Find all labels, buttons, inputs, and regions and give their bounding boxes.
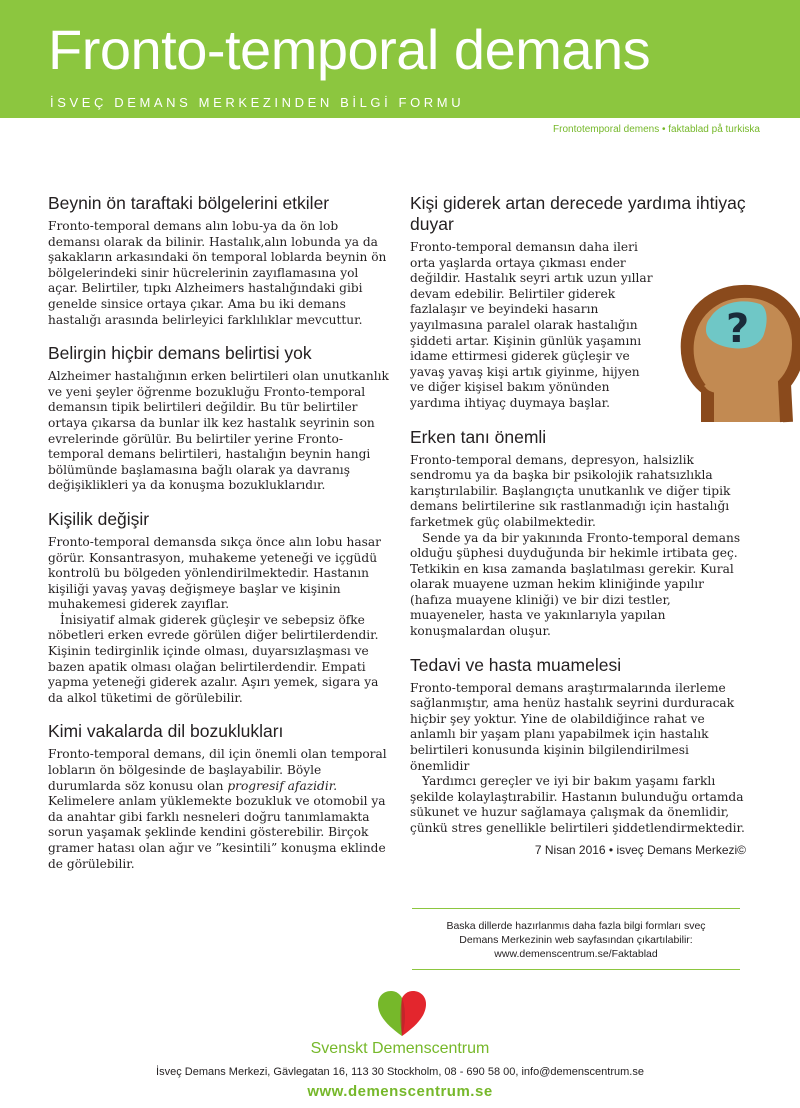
section-personality xyxy=(48,509,390,707)
paragraph: Fronto-temporal demansda sıkça önce alın lobu hasar görür. Konsantrasyon, muhakeme yeteneği ve içgüdü kontrolü bu bölgeden yönlendirilmektedir. Hastanın kişiliği yavaş yavaş değişmeye başlar ve kişinin muhakemesi giderek zayıflar. xyxy=(48,534,381,612)
section-treatment xyxy=(410,655,746,857)
svg-text:?: ? xyxy=(726,306,750,352)
section-language xyxy=(48,721,390,872)
text-run: Fronto-temporal demans, dil için önemli olan temporal lobların ön bölgesinde de başlayabilir. Böyle durumlarda söz konusu olan xyxy=(48,747,387,793)
section-early-diagnosis xyxy=(410,427,746,640)
paragraph: Sende ya da bir yakınında Fronto-temporal demans olduğu şüphesi duyduğunda bir hekimle irtibata geç. Tetkikin en kısa zamanda başlatılması gerekir. Kural olarak muayene uzman hekim kliniğinde yapılır (hafıza muayene kliniği) ve bir dizi testler, muayeneler, hasta ve yakınlarıyla yapılan konuşmalardan oluşur. xyxy=(410,530,741,639)
footer-website[interactable]: www.demenscentrum.se xyxy=(307,1083,493,1100)
paragraph: Fronto-temporal demans araştırmalarında ilerleme sağlanmıştır, ama henüz hastalık seyrini durduracak hiçbir şey yoktur. Yine de olabildiğince rahat ve anlamlı bir yaşam planı yapabilmek için hastalık belirtileri konusunda kişinin bilgilendirilmesi önemlidir xyxy=(410,680,735,773)
section-heading: Beynin ön taraftaki bölgelerini etkiler xyxy=(48,193,330,213)
tagline: Frontotemporal demens • faktablad på turkiska xyxy=(553,124,760,135)
paragraph: Alzheimer hastalığının erken belirtileri olan unutkanlık ve yeni şeyler öğrenme bozukluğu Fronto-temporal demansın tipik belirtileri değildir. Bu tür belirtiler ortaya çıkarsa da bunlar ilk kez hastalık seyrinin son evrelerinde görülür. Bu belirtiler yerine Fronto-temporal demans belirtileri, hastalığın beynin hangi bölümünde başlamasına bağlı olarak ya davranış değişiklikleri ya da konuşma bozukluklarıdır. xyxy=(48,369,389,493)
italic-term: progresif afazidir. xyxy=(227,778,338,793)
section-heading: Kişi giderek artan derecede yardıma ihtiyaç duyar xyxy=(410,193,746,234)
section-needs-help xyxy=(410,193,750,412)
right-column xyxy=(410,193,750,872)
page-title: Fronto-temporal demans xyxy=(48,18,651,81)
info-link[interactable]: www.demenscentrum.se/Faktablad xyxy=(494,948,658,960)
heart-logo-icon xyxy=(376,990,428,1038)
paragraph: Yardımcı gereçler ve iyi bir bakım yaşamı farklı şekilde kolaylaştırabilir. Hastanın bulunduğu ortamda sükunet ve huzur sağlamaya çalışmak da önemlidir, çünkü stres genellikle belirtileri şiddetlendirmektedir. xyxy=(410,774,745,835)
text-run: Kelimelere anlam yüklemekte bozukluk ve otomobil ya da anahtar gibi farklı nesneleri doğru tanımlamakta sorun yaşamak şeklinde kendini gösterebilir. Birçok gramer hatası olan ağır ve ”kesintili” konuşma eklinde de görülebilir. xyxy=(48,794,386,871)
info-box xyxy=(412,908,740,970)
header-banner xyxy=(0,0,800,118)
date-signature: 7 Nisan 2016 • isveç Demans Merkezi© xyxy=(534,842,746,857)
paragraph: İnisiyatif almak giderek güçleşir ve sebepsiz öfke nöbetleri erken evrede görülen diğer belirtilerdendir. Kişinin tedirginlik içinde olması, duyarsızlaşması ve bazen apatik olması olağan belirtilerdendir. Empati yapma yeteneği giderek azalır. Aşırı yemek, sigara ya da alkol tüketimi de görülebilir. xyxy=(48,612,379,705)
paragraph: Fronto-temporal demansın daha ileri orta yaşlarda ortaya çıkması ender değildir. Hastalık seyri artık uzun yıllar devam edebilir. Belirtiler giderek fazlalaşır ve beyindeki hasarın yayılmasına paralel olarak hastalığın şiddeti artar. Kişinin günlük yaşamını idame ettirmesi giderek güçleşir ve yavaş yavaş kişi artık giyinme, hijyen ve diğer kişisel bakım yönünden yardıma ihtiyaç duymaya başlar. xyxy=(410,240,653,410)
head-question-mark-icon xyxy=(676,282,800,432)
section-heading: Tedavi ve hasta muamelesi xyxy=(410,654,622,675)
logo-name: Svenskt Demenscentrum xyxy=(310,1040,490,1057)
section-heading: Kimi vakalarda dil bozuklukları xyxy=(48,721,284,742)
section-heading: Belirgin hiçbir demans belirtisi yok xyxy=(48,343,312,364)
section-heading: Erken tanı önemli xyxy=(410,426,547,447)
paragraph xyxy=(48,747,390,872)
paragraph: Fronto-temporal demans, depresyon, halsizlik sendromu ya da başka bir psikolojik rahatsızlıkla karıştırılabilir. Başlangıçta unutkanlık ve diğer tipik demans belirtilerine sık rastlanmadığı için hastalığı farketmek güç olabilmektedir. xyxy=(410,452,731,529)
info-line: Demans Merkezinin web sayfasından çıkartılabilir: xyxy=(459,934,693,946)
section-no-symptoms xyxy=(48,343,390,494)
illustration-wrap xyxy=(410,240,750,412)
section-heading: Kişilik değişir xyxy=(48,508,150,529)
paragraph: Fronto-temporal demans alın lobu-ya da ön lob demansı olarak da bilinir. Hastalık,alın lobunda ya da şakakların arkasındaki ön temporal loblarda beynin ön bölgelerindeki sinir hücrelerinin zayıflamasına yol açar. Belirtiler, tıpkı Alzheimers hastalığındaki gibi genelde sinsice ortaya çıkar. Ama bu iki demans hastalığı arasında belirleyici farklılıklar mevcuttur. xyxy=(48,219,387,327)
footer-address: İsveç Demans Merkezi, Gävlegatan 16, 113 30 Stockholm, 08 - 690 58 00, info@demenscentrum.se xyxy=(156,1066,644,1078)
info-line: Baska dillerde hazırlanmıs daha fazla bilgi formları sveç xyxy=(446,920,706,932)
left-column xyxy=(48,193,390,887)
section-frontal-areas xyxy=(48,193,390,328)
page-subtitle: İSVEÇ DEMANS MERKEZINDEN BİLGİ FORMU xyxy=(50,95,465,110)
